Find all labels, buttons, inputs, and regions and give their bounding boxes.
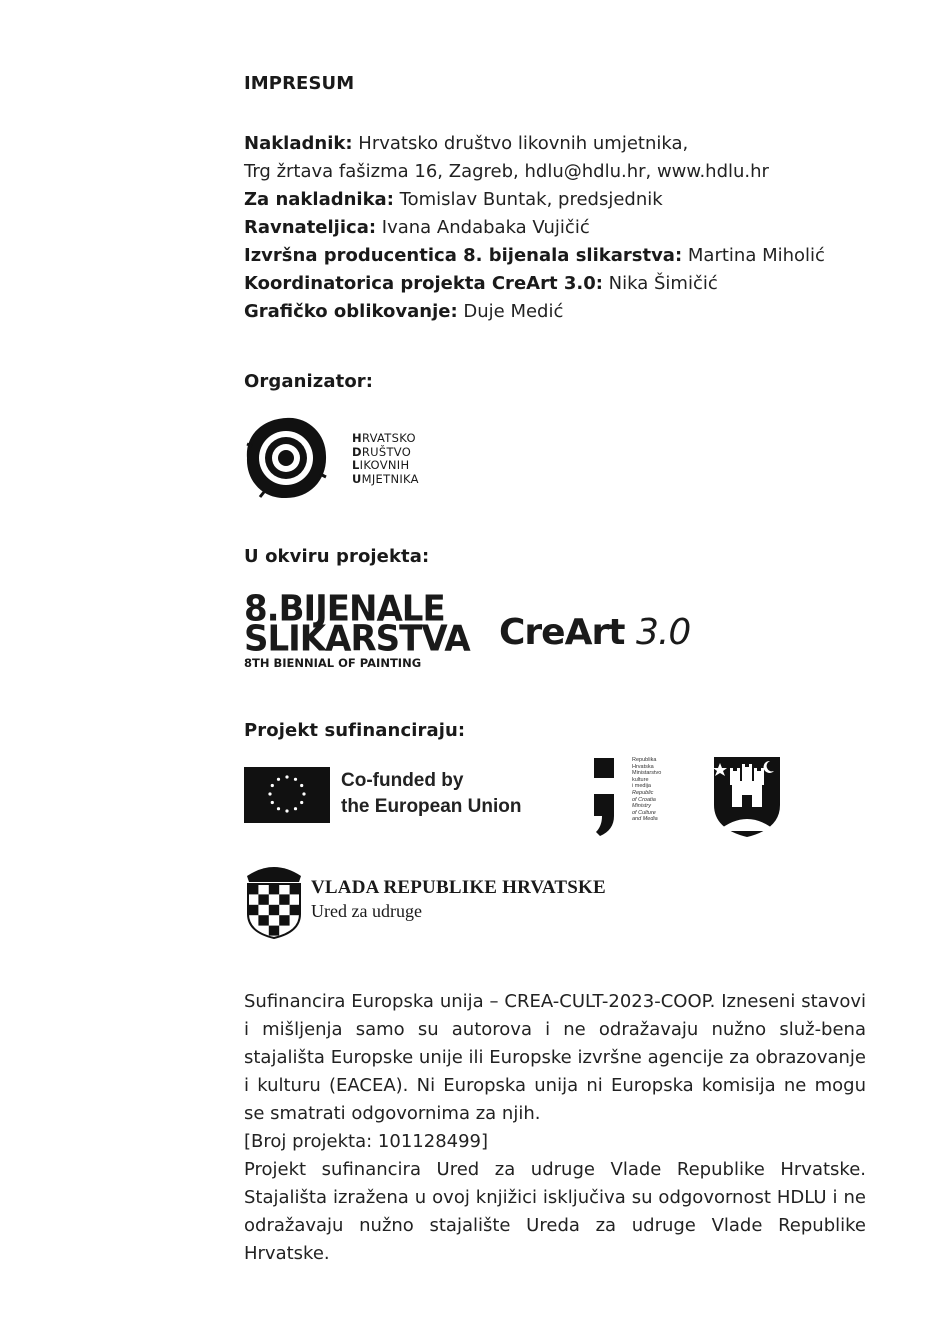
hdlu-logo-line: DRUŠTVO bbox=[352, 444, 412, 459]
eu-cofunded-text bbox=[341, 768, 522, 820]
eu-line1: Co-funded by bbox=[341, 770, 464, 791]
vlada-line2: Ured za udruge bbox=[311, 901, 422, 921]
ministry-text bbox=[632, 757, 661, 823]
project-heading: U okviru projekta: bbox=[244, 546, 430, 567]
credit-line: Grafičko oblikovanje: Duje Medić bbox=[244, 301, 564, 322]
credit-line: Izvršna producentica 8. bijenala slikarstva: Martina Miholić bbox=[244, 245, 825, 266]
ministry-line: Hrvatska bbox=[632, 763, 654, 770]
hdlu-logo-line: UMJETNIKA bbox=[352, 471, 419, 486]
credit-line: Ravnateljica: Ivana Andabaka Vujičić bbox=[244, 217, 590, 238]
ministry-logo-icon bbox=[592, 756, 618, 838]
bijenale-line1: 8.BIJENALE bbox=[244, 588, 445, 630]
hdlu-logo-icon bbox=[244, 416, 328, 500]
eu-line2: the European Union bbox=[341, 796, 522, 817]
croatia-coat-of-arms-icon bbox=[244, 858, 304, 940]
disclaimer-text bbox=[244, 988, 866, 1268]
hdlu-logo-line: LIKOVNIH bbox=[352, 458, 410, 472]
hdlu-logo-text bbox=[352, 432, 419, 486]
credit-line: Nakladnik: Hrvatsko društvo likovnih umjetnika, bbox=[244, 133, 689, 154]
disclaimer-para1: Sufinancira Europska unija – CREA-CULT-2023-COOP. Izneseni stavovi i mišljenja samo su autorova i ne odražavaju nužno služ-bena stajališta Europske unije ili Europske izvršne agencije za obrazovanje i kulturu (EACEA). Ni Europska unija ni Europska komisija ne mogu se smatrati odgovornima za njih. bbox=[244, 991, 866, 1124]
bijenale-logo bbox=[244, 588, 470, 670]
hdlu-logo-line: HRVATSKO bbox=[352, 431, 416, 445]
credits-block bbox=[244, 130, 825, 326]
disclaimer-para3: Projekt sufinancira Ured za udruge Vlade Republike Hrvatske. Stajališta izražena u ovoj knjižici isključiva su odgovornost HDLU i ne odražavaju nužno stajalište Ureda za udruge Vlade Republike Hrvatske. bbox=[244, 1159, 866, 1264]
organizer-heading: Organizator: bbox=[244, 371, 374, 392]
ministry-line: of Croatia bbox=[632, 796, 656, 803]
vlada-line1: VLADA REPUBLIKE HRVATSKE bbox=[311, 877, 606, 898]
ministry-line: Republika bbox=[632, 757, 657, 763]
ministry-line: and Media bbox=[632, 816, 658, 823]
disclaimer-para2: [Broj projekta: 101128499] bbox=[244, 1131, 489, 1152]
ministry-line: Republic bbox=[632, 789, 654, 796]
creart-logo bbox=[499, 612, 690, 653]
bijenale-subtitle: 8TH BIENNIAL OF PAINTING bbox=[244, 656, 422, 670]
bijenale-line2: SLIKARSTVA bbox=[244, 618, 470, 660]
ministry-line: Ministry bbox=[632, 803, 651, 810]
vlada-text bbox=[311, 877, 606, 922]
ministry-line: of Culture bbox=[632, 809, 656, 816]
credit-line: Trg žrtava fašizma 16, Zagreb, hdlu@hdlu.hr, www.hdlu.hr bbox=[244, 161, 769, 182]
page-title: IMPRESUM bbox=[244, 73, 355, 94]
ministry-line: kulture bbox=[632, 776, 649, 783]
cofinance-heading: Projekt sufinanciraju: bbox=[244, 720, 466, 741]
credit-line: Za nakladnika: Tomislav Buntak, predsjednik bbox=[244, 189, 663, 210]
eu-flag-icon bbox=[244, 767, 330, 823]
credit-line: Koordinatorica projekta CreArt 3.0: Nika Šimičić bbox=[244, 273, 718, 294]
ministry-line: i medija bbox=[632, 783, 651, 790]
creart-version: 3.0 bbox=[635, 612, 691, 653]
ministry-line: Ministarstvo bbox=[632, 770, 662, 777]
zagreb-coat-of-arms-icon bbox=[712, 755, 782, 839]
creart-name: CreArt bbox=[499, 612, 625, 653]
